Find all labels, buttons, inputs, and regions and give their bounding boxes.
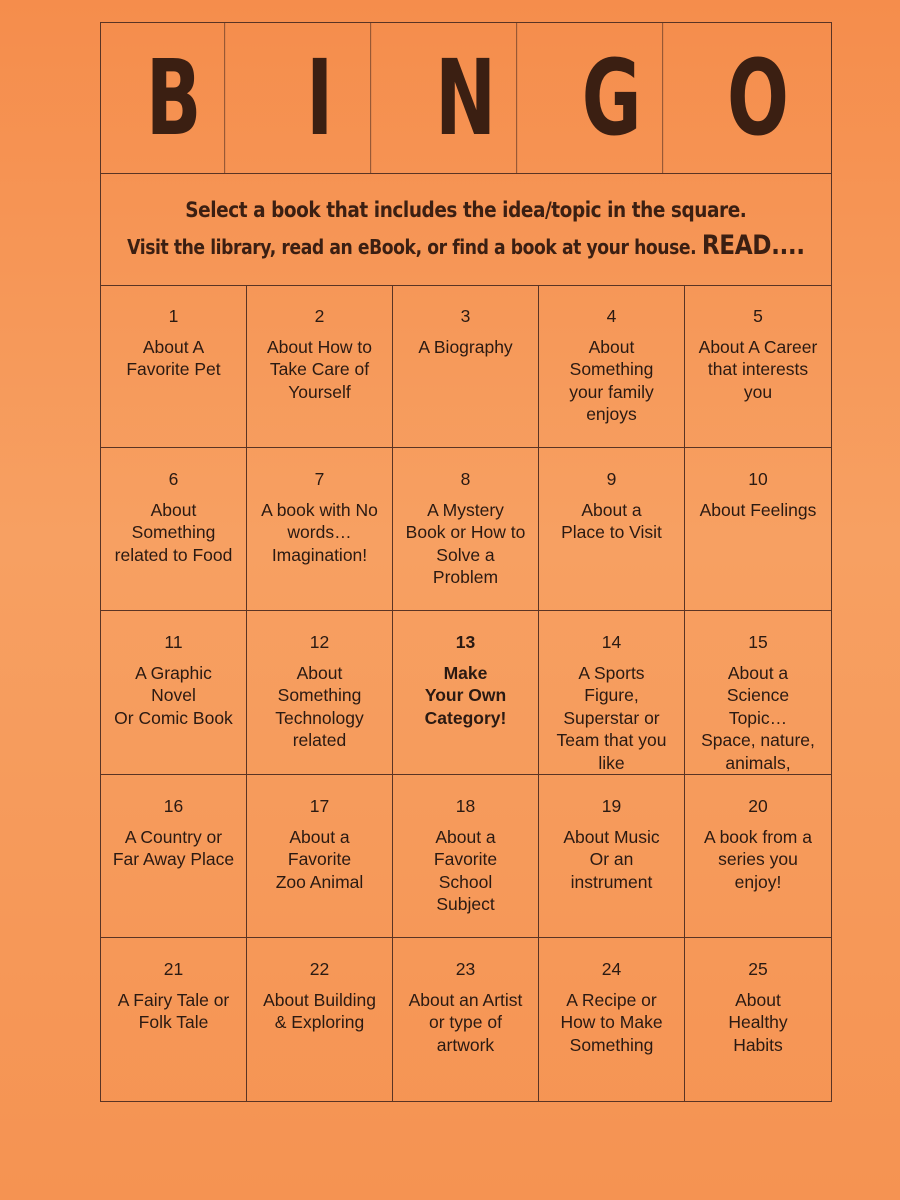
square-number: 14 bbox=[601, 632, 622, 652]
instructions-line-1: Select a book that includes the idea/topic in the square. bbox=[185, 197, 747, 222]
square-topic: About A Favorite Pet bbox=[126, 336, 221, 379]
square-number: 18 bbox=[455, 796, 476, 816]
square-topic: A Country or Far Away Place bbox=[112, 826, 235, 869]
square-topic: Make Your Own Category! bbox=[424, 662, 507, 728]
bingo-grid bbox=[101, 285, 831, 1101]
bingo-square bbox=[685, 448, 831, 611]
square-topic: A Mystery Book or How to Solve a Problem bbox=[405, 499, 526, 587]
instructions-box bbox=[101, 173, 831, 286]
bingo-square bbox=[685, 938, 831, 1101]
header-letter-i: I bbox=[269, 23, 371, 173]
bingo-square bbox=[101, 285, 247, 448]
square-topic: About Something related to Food bbox=[114, 499, 233, 565]
square-topic: About a Science Topic… Space, nature, animals, bbox=[701, 662, 815, 773]
square-number: 20 bbox=[748, 796, 768, 816]
bingo-square bbox=[393, 285, 539, 448]
square-number: 7 bbox=[314, 469, 325, 489]
square-topic: About a Place to Visit bbox=[561, 499, 662, 542]
bingo-square bbox=[539, 611, 685, 775]
square-number: 17 bbox=[309, 796, 330, 816]
bingo-square bbox=[393, 938, 539, 1101]
header-letter-o: O bbox=[727, 37, 789, 159]
bingo-square bbox=[101, 775, 247, 938]
square-number: 19 bbox=[601, 796, 622, 816]
square-topic: A Fairy Tale or Folk Tale bbox=[117, 989, 230, 1032]
bingo-square bbox=[685, 611, 831, 775]
bingo-board bbox=[100, 22, 832, 1102]
square-number: 15 bbox=[748, 632, 768, 652]
instructions-line-2 bbox=[127, 230, 805, 261]
square-number: 6 bbox=[168, 469, 179, 489]
bingo-square bbox=[101, 611, 247, 775]
square-topic: About a Favorite Zoo Animal bbox=[275, 826, 364, 892]
square-number: 24 bbox=[601, 959, 622, 979]
square-topic: A book with No words… Imagination! bbox=[261, 499, 378, 565]
instructions-line-2-text: Visit the library, read an eBook, or find a book at your house. bbox=[127, 234, 697, 259]
square-topic: A Sports Figure, Superstar or Team that you like bbox=[556, 662, 667, 773]
square-number: 4 bbox=[606, 306, 617, 326]
square-topic: About Something Technology related bbox=[275, 662, 364, 750]
bingo-square bbox=[247, 611, 393, 775]
square-number: 22 bbox=[309, 959, 330, 979]
square-topic: About Music Or an instrument bbox=[563, 826, 660, 892]
bingo-square bbox=[685, 285, 831, 448]
square-topic: A book from a series you enjoy! bbox=[704, 826, 812, 892]
square-number: 3 bbox=[460, 306, 471, 326]
square-topic: About How to Take Care of Yourself bbox=[266, 336, 373, 402]
square-topic: About Feelings bbox=[699, 499, 817, 520]
bingo-square bbox=[393, 448, 539, 611]
square-number: 16 bbox=[163, 796, 184, 816]
square-topic: About Healthy Habits bbox=[728, 989, 788, 1055]
read-callout: READ.... bbox=[701, 229, 805, 261]
bingo-square bbox=[685, 775, 831, 938]
square-number: 2 bbox=[314, 306, 325, 326]
square-topic: About an Artist or type of artwork bbox=[408, 989, 523, 1055]
bingo-square bbox=[393, 775, 539, 938]
bingo-square bbox=[539, 938, 685, 1101]
bingo-square bbox=[539, 775, 685, 938]
bingo-header bbox=[101, 23, 831, 174]
square-topic: About a Favorite School Subject bbox=[433, 826, 498, 914]
square-topic: A Recipe or How to Make Something bbox=[560, 989, 663, 1055]
bingo-square bbox=[101, 448, 247, 611]
square-number: 1 bbox=[168, 306, 179, 326]
header-letter-g: G bbox=[561, 23, 663, 173]
bingo-square bbox=[247, 938, 393, 1101]
square-topic: About A Career that interests you bbox=[698, 336, 818, 402]
bingo-square bbox=[247, 285, 393, 448]
square-number: 5 bbox=[753, 306, 763, 326]
square-number: 12 bbox=[309, 632, 330, 652]
square-number: 21 bbox=[163, 959, 184, 979]
square-number: 13 bbox=[455, 632, 476, 652]
header-letter-b: B bbox=[123, 23, 225, 173]
square-number: 23 bbox=[455, 959, 476, 979]
header-letter-n: N bbox=[415, 23, 517, 173]
square-topic: A Graphic Novel Or Comic Book bbox=[114, 662, 233, 728]
square-number: 11 bbox=[164, 632, 183, 652]
square-topic: About Building & Exploring bbox=[263, 989, 376, 1032]
bingo-square bbox=[539, 285, 685, 448]
bingo-square bbox=[101, 938, 247, 1101]
square-number: 25 bbox=[748, 959, 768, 979]
bingo-square bbox=[247, 448, 393, 611]
bingo-square bbox=[393, 611, 539, 775]
bingo-square bbox=[539, 448, 685, 611]
square-topic: About Something your family enjoys bbox=[569, 336, 654, 424]
square-number: 9 bbox=[606, 469, 617, 489]
square-number: 10 bbox=[748, 469, 768, 489]
bingo-square bbox=[247, 775, 393, 938]
square-number: 8 bbox=[460, 469, 471, 489]
square-topic: A Biography bbox=[418, 336, 513, 357]
